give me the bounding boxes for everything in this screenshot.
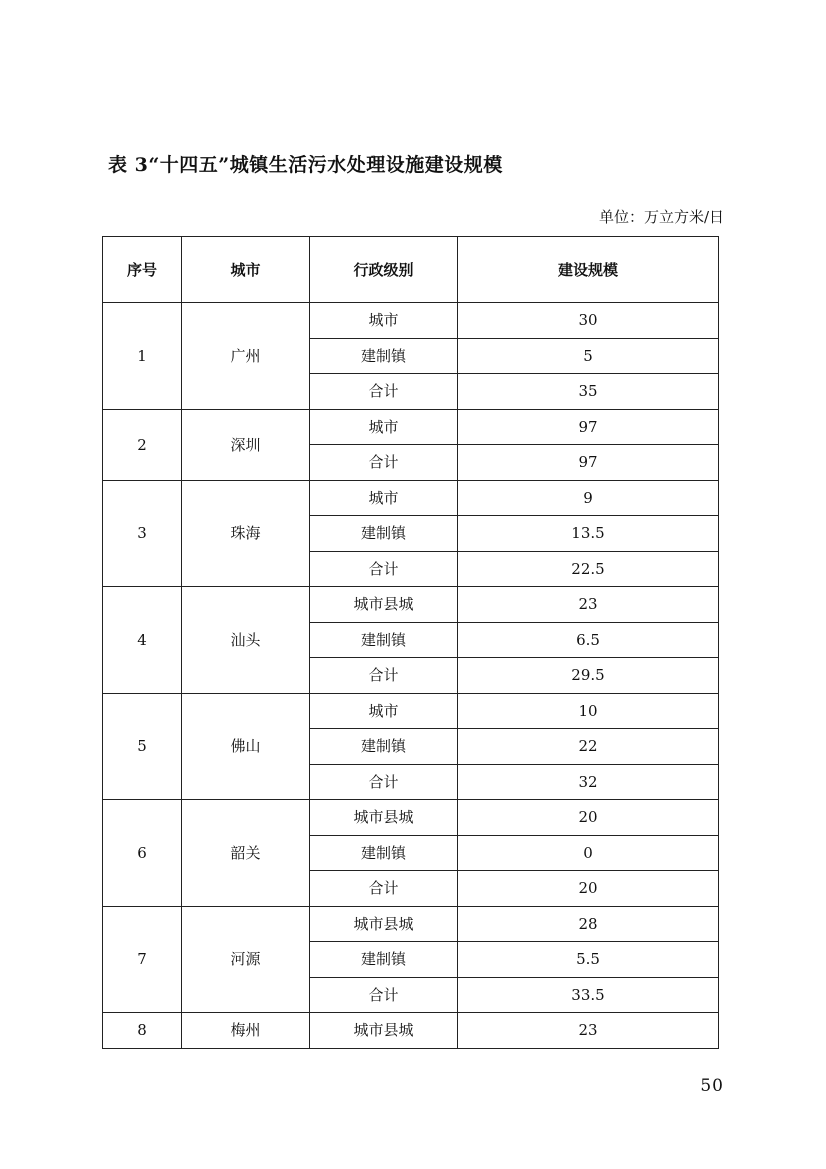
cell-level: 合计 (310, 658, 458, 694)
cell-scale: 22.5 (458, 551, 719, 587)
table-row (103, 587, 719, 623)
cell-scale: 5.5 (458, 942, 719, 978)
table-row (103, 409, 719, 445)
cell-scale: 22 (458, 729, 719, 765)
cell-level: 城市县城 (310, 587, 458, 623)
cell-scale: 97 (458, 409, 719, 445)
cell-scale: 23 (458, 1013, 719, 1049)
cell-level: 城市县城 (310, 1013, 458, 1049)
cell-no: 7 (103, 906, 182, 1013)
cell-level: 合计 (310, 977, 458, 1013)
cell-city: 广州 (182, 303, 310, 410)
cell-level: 合计 (310, 871, 458, 907)
cell-no: 1 (103, 303, 182, 410)
cell-city: 佛山 (182, 693, 310, 800)
cell-scale: 9 (458, 480, 719, 516)
cell-scale: 0 (458, 835, 719, 871)
cell-city: 梅州 (182, 1013, 310, 1049)
cell-level: 合计 (310, 445, 458, 481)
table-body (103, 303, 719, 1049)
cell-scale: 28 (458, 906, 719, 942)
table-row (103, 906, 719, 942)
cell-level: 建制镇 (310, 729, 458, 765)
cell-level: 建制镇 (310, 835, 458, 871)
table-row (103, 1013, 719, 1049)
table-row (103, 303, 719, 339)
cell-scale: 33.5 (458, 977, 719, 1013)
cell-city: 汕头 (182, 587, 310, 694)
cell-no: 8 (103, 1013, 182, 1049)
cell-city: 河源 (182, 906, 310, 1013)
cell-scale: 29.5 (458, 658, 719, 694)
cell-scale: 6.5 (458, 622, 719, 658)
sewage-capacity-table (102, 236, 719, 1049)
header-no: 序号 (103, 237, 182, 303)
cell-level: 城市县城 (310, 800, 458, 836)
cell-scale: 32 (458, 764, 719, 800)
cell-level: 城市县城 (310, 906, 458, 942)
cell-city: 韶关 (182, 800, 310, 907)
unit-note: 单位：万立方米/日 (598, 208, 724, 226)
cell-scale: 20 (458, 800, 719, 836)
cell-scale: 97 (458, 445, 719, 481)
cell-scale: 20 (458, 871, 719, 907)
cell-level: 城市 (310, 303, 458, 339)
cell-no: 5 (103, 693, 182, 800)
header-city: 城市 (182, 237, 310, 303)
header-level: 行政级别 (310, 237, 458, 303)
table-row (103, 480, 719, 516)
header-scale: 建设规模 (458, 237, 719, 303)
cell-no: 6 (103, 800, 182, 907)
cell-level: 合计 (310, 551, 458, 587)
cell-level: 城市 (310, 480, 458, 516)
table-title: 表 3“十四五”城镇生活污水处理设施建设规模 (108, 154, 503, 176)
cell-level: 建制镇 (310, 942, 458, 978)
cell-scale: 23 (458, 587, 719, 623)
table-row (103, 800, 719, 836)
cell-level: 建制镇 (310, 338, 458, 374)
cell-no: 2 (103, 409, 182, 480)
cell-level: 城市 (310, 693, 458, 729)
cell-scale: 5 (458, 338, 719, 374)
cell-city: 深圳 (182, 409, 310, 480)
table-row (103, 693, 719, 729)
cell-level: 城市 (310, 409, 458, 445)
cell-no: 3 (103, 480, 182, 587)
cell-no: 4 (103, 587, 182, 694)
cell-level: 合计 (310, 374, 458, 410)
cell-level: 建制镇 (310, 622, 458, 658)
cell-level: 建制镇 (310, 516, 458, 552)
cell-level: 合计 (310, 764, 458, 800)
cell-city: 珠海 (182, 480, 310, 587)
cell-scale: 35 (458, 374, 719, 410)
page-number: 50 (700, 1076, 724, 1096)
cell-scale: 30 (458, 303, 719, 339)
header-row (103, 237, 719, 303)
cell-scale: 13.5 (458, 516, 719, 552)
cell-scale: 10 (458, 693, 719, 729)
